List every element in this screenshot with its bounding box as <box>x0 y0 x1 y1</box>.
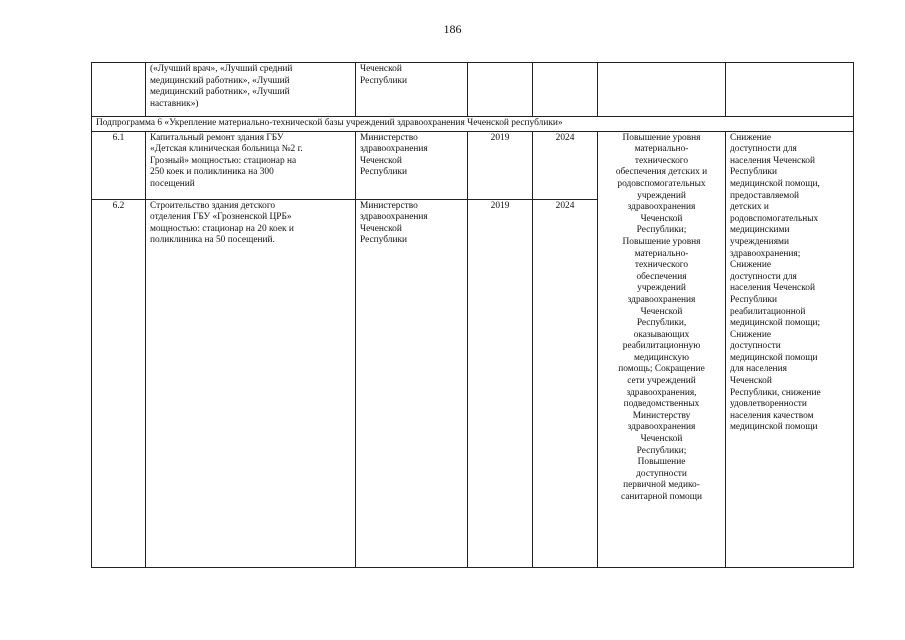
row-number: 6.1 <box>92 131 146 199</box>
table-row <box>92 131 854 199</box>
prev-executor-cell: Чеченской Республики <box>356 63 468 117</box>
subprogram-title: Подпрограмма 6 «Укрепление материально-технической базы учреждений здравоохранения Чеченской республики» <box>92 117 854 132</box>
subprogram-row <box>92 117 854 132</box>
row-end-year: 2024 <box>533 131 598 199</box>
consequences-cell: Снижение доступности для населения Чеченской Республики медицинской помощи, предоставляемой детских и родовспомогательных медицинскими учреждениями здравоохранения; Снижение доступности для населения Чеченской Республики реабилитационной медицинской помощи; Снижение доступности медицинской помощи для населения Чеченской Республики, снижение удовлетворенности населения качеством медицинской помощи <box>726 131 854 567</box>
row-end-year: 2024 <box>533 199 598 567</box>
prev-start-year-cell <box>468 63 533 117</box>
table-row-previous <box>92 63 854 117</box>
prev-number-cell <box>92 63 146 117</box>
row-start-year: 2019 <box>468 131 533 199</box>
prev-description-cell: («Лучший врач», «Лучший средний медицинский работник», «Лучший медицинский работник», «Лучший наставник») <box>146 63 356 117</box>
prev-consequences-cell <box>726 63 854 117</box>
expected-result-cell: Повышение уровня материально- технического обеспечения детских и родовспомогательных учреждений здравоохранения Чеченской Республики; Повышение уровня материально- технического обеспечения учреждений здравоохранения Чеченской Республики, оказывающих реабилитационную медицинскую помощь; Сокращение сети учреждений здравоохранения, подведомственных Министерству здравоохранения Чеченской Республики; Повышение доступности первичной медико- санитарной помощи <box>598 131 726 567</box>
row-number: 6.2 <box>92 199 146 567</box>
page-number: 186 <box>443 22 462 36</box>
row-start-year: 2019 <box>468 199 533 567</box>
row-executor: Министерство здравоохранения Чеченской Республики <box>356 199 468 567</box>
row-executor: Министерство здравоохранения Чеченской Республики <box>356 131 468 199</box>
prev-end-year-cell <box>533 63 598 117</box>
prev-result-cell <box>598 63 726 117</box>
program-table <box>91 62 854 568</box>
row-description: Капитальный ремонт здания ГБУ «Детская клиническая больница №2 г. Грозный» мощностью: стационар на 250 коек и поликлиника на 300 посещений <box>146 131 356 199</box>
row-description: Строительство здания детского отделения ГБУ «Грозненской ЦРБ» мощностью: стационар на 20 коек и поликлиника на 50 посещений. <box>146 199 356 567</box>
